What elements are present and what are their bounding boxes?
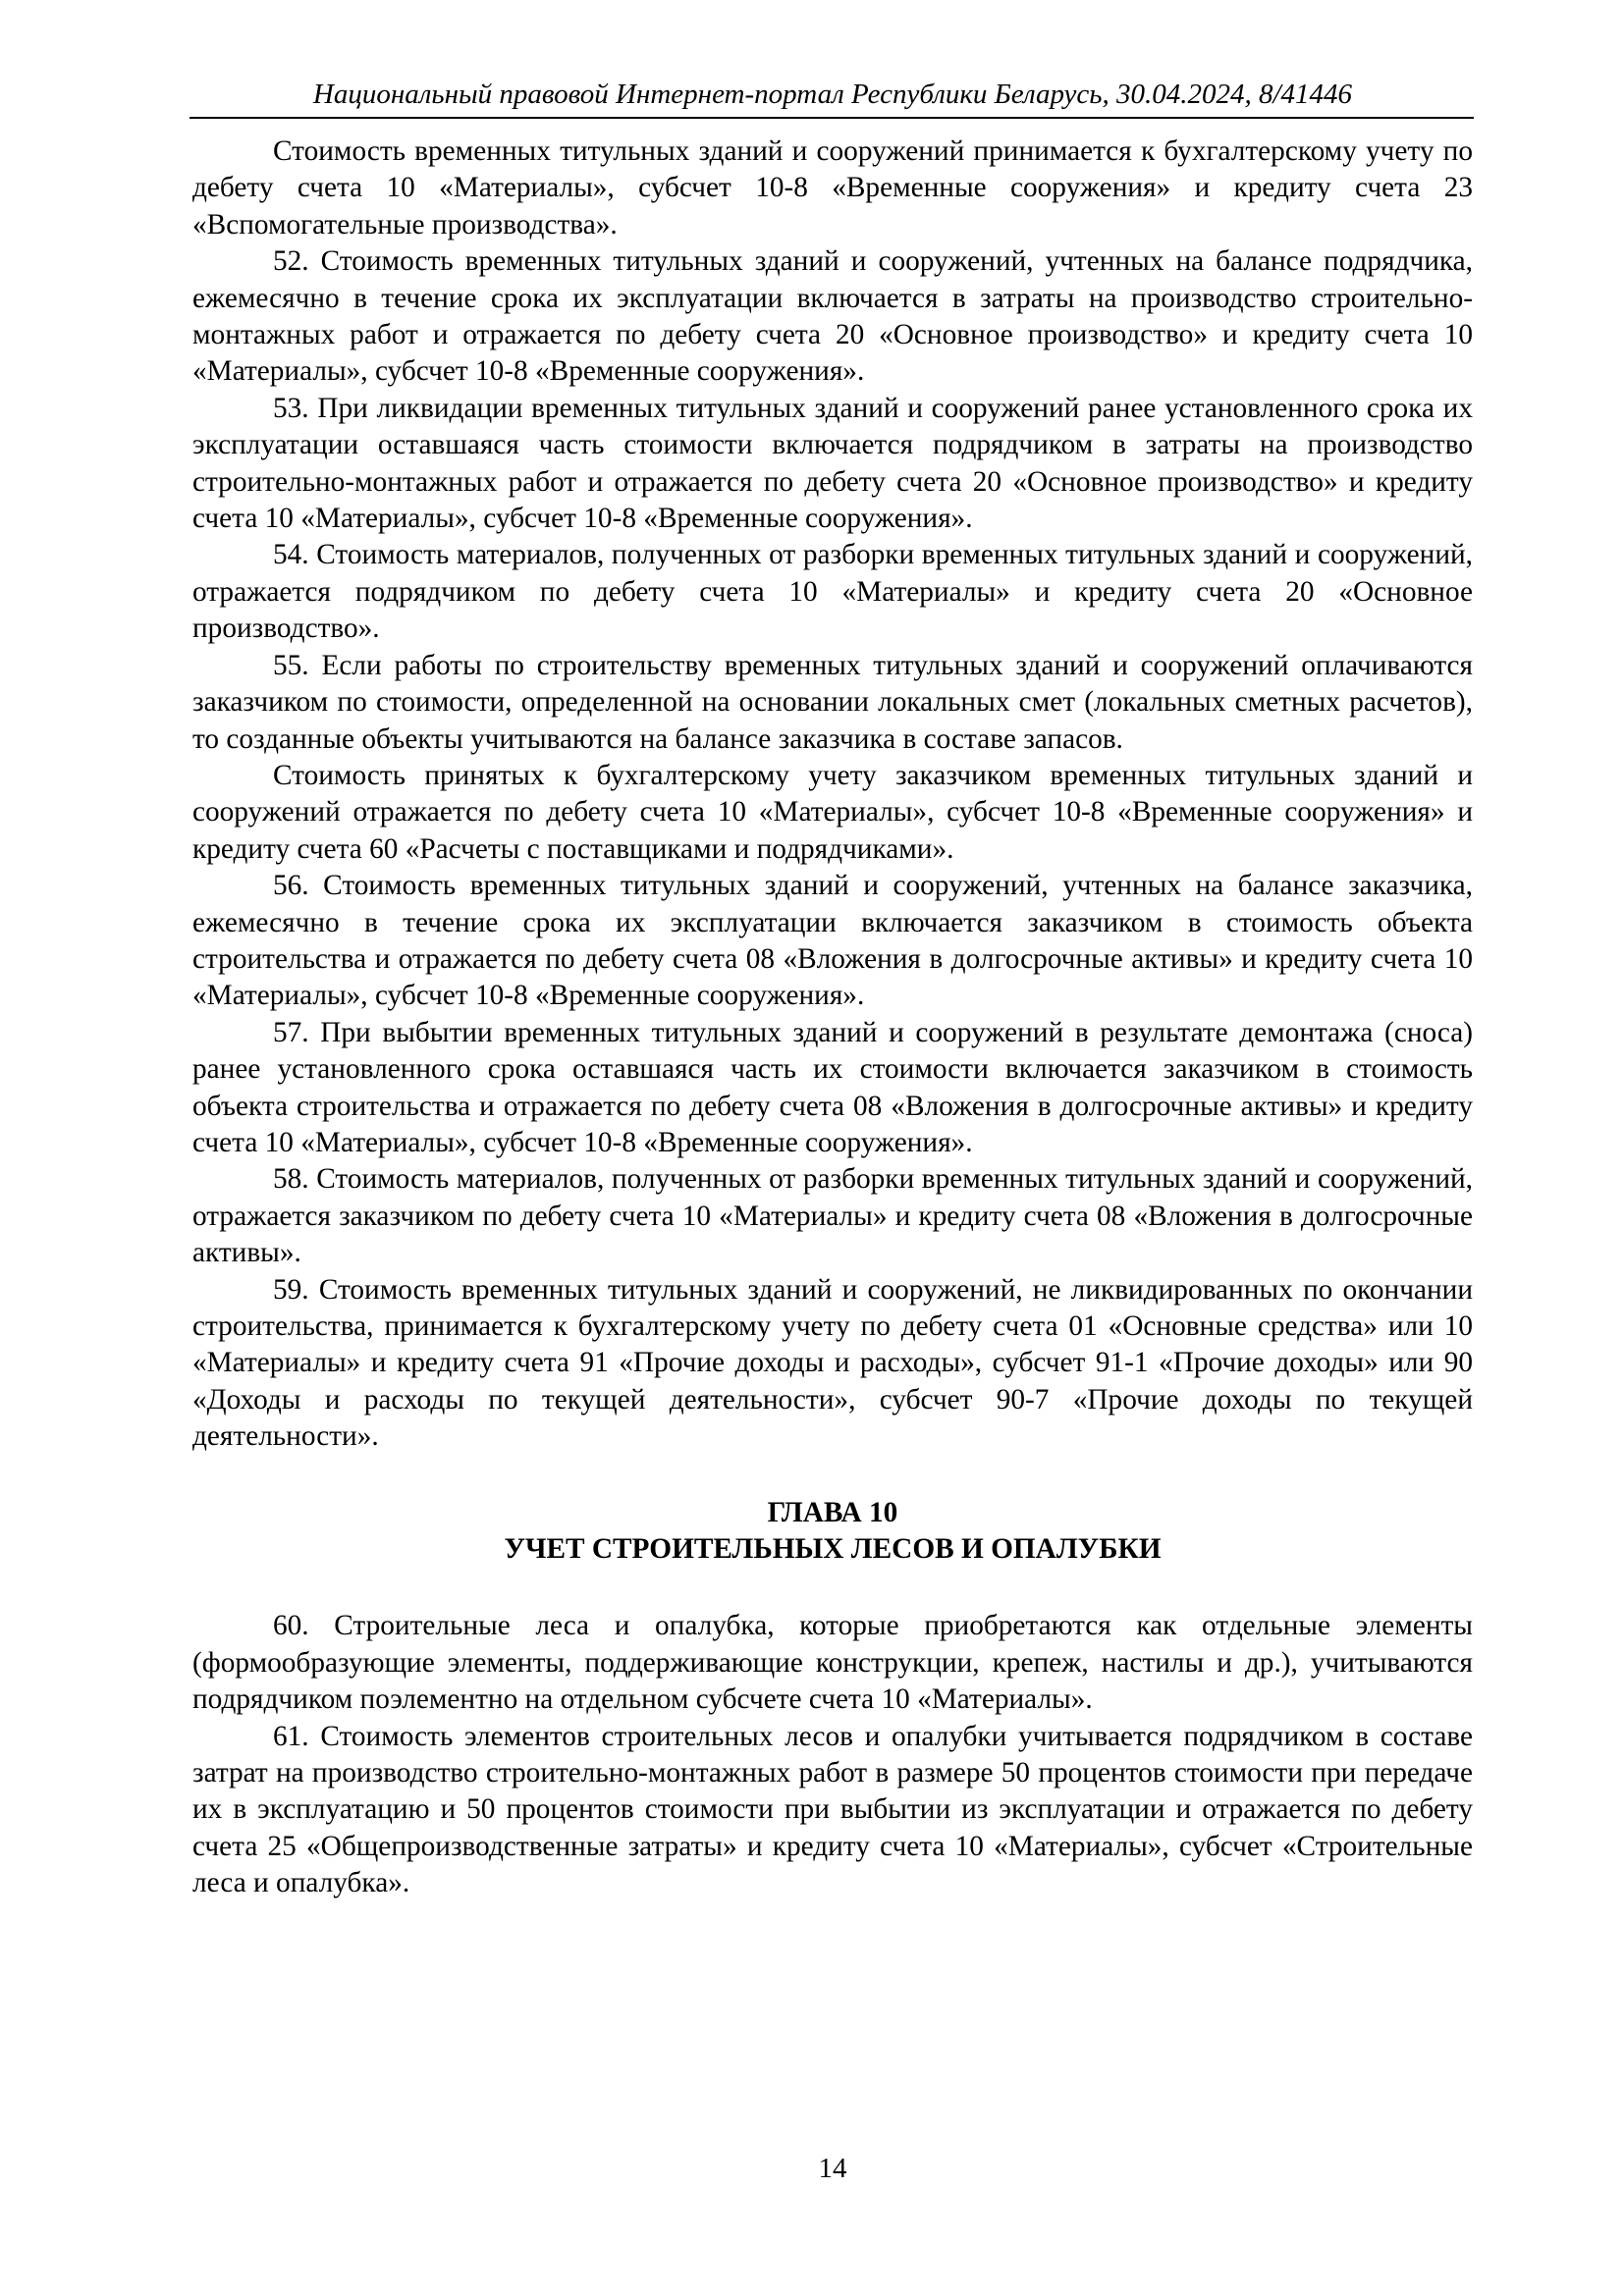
paragraph-55: 55. Если работы по строительству временных титульных зданий и сооружений оплачиваются заказчиком по стоимости, определенной на основании локальных смет (локальных сметных расчетов), то созданные объекты учитываются на балансе заказчика в составе запасов. bbox=[192, 649, 1473, 755]
paragraph-58: 58. Стоимость материалов, полученных от разборки временных титульных зданий и сооружений, отражается заказчиком по дебету счета 10 «Материалы» и кредиту счета 08 «Вложения в долгосрочные активы». bbox=[192, 1163, 1473, 1269]
paragraph-53: 53. При ликвидации временных титульных зданий и сооружений ранее установленного срока их эксплуатации оставшаяся часть стоимости включается подрядчиком в затраты на производство строительно-монтажных работ и отражается по дебету счета 20 «Основное производство» и кредиту счета 10 «Материалы», субсчет 10-8 «Временные сооружения». bbox=[192, 392, 1473, 535]
paragraph: Стоимость принятых к бухгалтерскому учету заказчиком временных титульных зданий и сооружений отражается по дебету счета 10 «Материалы», субсчет 10-8 «Временные сооружения» и кредиту счета 60 «Расчеты с поставщиками и подрядчиками». bbox=[192, 759, 1473, 865]
document-body bbox=[192, 133, 1473, 1902]
paragraph-56: 56. Стоимость временных титульных зданий и сооружений, учтенных на балансе заказчика, ежемесячно в течение срока их эксплуатации включается заказчиком в стоимость объекта строительства и отражается по дебету счета 08 «Вложения в долгосрочные активы» и кредиту счета 10 «Материалы», субсчет 10-8 «Временные сооружения». bbox=[192, 870, 1473, 1012]
page-number: 14 bbox=[818, 2153, 847, 2184]
paragraph-60: 60. Строительные леса и опалубка, которые приобретаются как отдельные элементы (формообразующие элементы, поддерживающие конструкции, крепеж, настилы и др.), учитываются подрядчиком поэлементно на отдельном субсчете счета 10 «Материалы». bbox=[192, 1610, 1473, 1716]
header-divider bbox=[189, 117, 1474, 119]
chapter-number: ГЛАВА 10 bbox=[767, 1496, 898, 1528]
paragraph-52: 52. Стоимость временных титульных зданий и сооружений, учтенных на балансе подрядчика, ежемесячно в течение срока их эксплуатации включается в затраты на производство строительно-монтажных работ и отражается по дебету счета 20 «Основное производство» и кредиту счета 10 «Материалы», субсчет 10-8 «Временные сооружения». bbox=[192, 245, 1473, 388]
page-header: Национальный правовой Интернет-портал Республики Беларусь, 30.04.2024, 8/41446 bbox=[312, 79, 1353, 110]
chapter-heading bbox=[192, 1495, 1473, 1569]
paragraph-61: 61. Стоимость элементов строительных лесов и опалубки учитывается подрядчиком в составе затрат на производство строительно-монтажных работ в размере 50 процентов стоимости при передаче их в эксплуатацию и 50 процентов стоимости при выбытии из эксплуатации и отражается по дебету счета 25 «Общепроизводственные затраты» и кредиту счета 10 «Материалы», субсчет «Строительные леса и опалубка». bbox=[192, 1720, 1473, 1899]
chapter-title: УЧЕТ СТРОИТЕЛЬНЫХ ЛЕСОВ И ОПАЛУБКИ bbox=[504, 1533, 1162, 1566]
paragraph-57: 57. При выбытии временных титульных зданий и сооружений в результате демонтажа (сноса) ранее установленного срока оставшаяся часть их стоимости включается заказчиком в стоимость объекта строительства и отражается по дебету счета 08 «Вложения в долгосрочные активы» и кредиту счета 10 «Материалы», субсчет 10-8 «Временные сооружения». bbox=[192, 1016, 1473, 1158]
paragraph: Стоимость временных титульных зданий и сооружений принимается к бухгалтерскому учету по дебету счета 10 «Материалы», субсчет 10-8 «Временные сооружения» и кредиту счета 23 «Вспомогательные производства». bbox=[192, 135, 1473, 240]
paragraph-59: 59. Стоимость временных титульных зданий и сооружений, не ликвидированных по окончании строительства, принимается к бухгалтерскому учету по дебету счета 01 «Основные средства» или 10 «Материалы» и кредиту счета 91 «Прочие доходы и расходы», субсчет 91-1 «Прочие доходы» или 90 «Доходы и расходы по текущей деятельности», субсчет 90-7 «Прочие доходы по текущей деятельности». bbox=[192, 1273, 1473, 1453]
paragraph-54: 54. Стоимость материалов, полученных от разборки временных титульных зданий и сооружений, отражается подрядчиком по дебету счета 10 «Материалы» и кредиту счета 20 «Основное производство». bbox=[192, 539, 1473, 645]
